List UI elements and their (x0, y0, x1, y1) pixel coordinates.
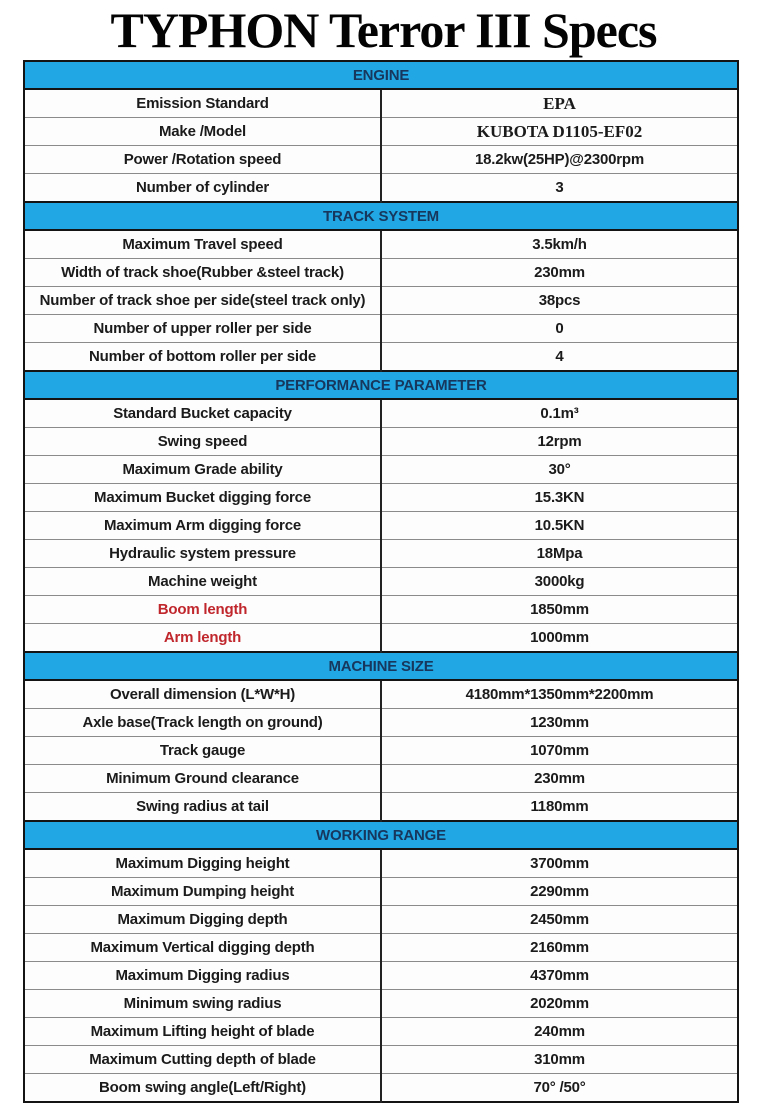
section-row-track-system (24, 202, 738, 230)
section-header-machine-size: MACHINE SIZE (24, 652, 738, 680)
spec-value: 1070mm (381, 737, 738, 765)
spec-row-maximum-digging-depth (24, 906, 738, 934)
section-row-machine-size (24, 652, 738, 680)
spec-value: 3 (381, 174, 738, 203)
spec-label: Swing radius at tail (24, 793, 381, 822)
spec-value: EPA (381, 89, 738, 118)
spec-label: Number of upper roller per side (24, 315, 381, 343)
spec-label: Standard Bucket capacity (24, 399, 381, 428)
spec-value: 4 (381, 343, 738, 372)
spec-value: 15.3KN (381, 484, 738, 512)
spec-value: 0 (381, 315, 738, 343)
spec-value: 240mm (381, 1018, 738, 1046)
spec-label: Hydraulic system pressure (24, 540, 381, 568)
spec-row-boom-swing-angle-left-right (24, 1074, 738, 1103)
spec-label: Maximum Dumping height (24, 878, 381, 906)
spec-row-machine-weight (24, 568, 738, 596)
spec-label: Maximum Travel speed (24, 230, 381, 259)
spec-row-number-of-upper-roller-per-side (24, 315, 738, 343)
spec-row-arm-length (24, 624, 738, 653)
spec-value: 1850mm (381, 596, 738, 624)
section-header-performance-parameter: PERFORMANCE PARAMETER (24, 371, 738, 399)
spec-label: Maximum Cutting depth of blade (24, 1046, 381, 1074)
section-row-working-range (24, 821, 738, 849)
spec-row-emission-standard (24, 89, 738, 118)
spec-label: Number of bottom roller per side (24, 343, 381, 372)
spec-label: Number of track shoe per side(steel track only) (24, 287, 381, 315)
spec-row-standard-bucket-capacity (24, 399, 738, 428)
spec-row-swing-speed (24, 428, 738, 456)
spec-value: 70° /50° (533, 1079, 586, 1096)
spec-label: Emission Standard (24, 89, 381, 118)
spec-row-maximum-lifting-height-of-blade (24, 1018, 738, 1046)
spec-value: 230mm (381, 765, 738, 793)
spec-row-number-of-track-shoe-per-side-steel-track-only (24, 287, 738, 315)
spec-label: Maximum Bucket digging force (24, 484, 381, 512)
spec-value: 4180mm*1350mm*2200mm (381, 680, 738, 709)
section-row-performance-parameter (24, 371, 738, 399)
spec-value: 4370mm (381, 962, 738, 990)
spec-value: 3.5km/h (381, 230, 738, 259)
spec-row-maximum-cutting-depth-of-blade (24, 1046, 738, 1074)
spec-label: Arm length (24, 624, 381, 653)
spec-row-maximum-grade-ability (24, 456, 738, 484)
spec-value: 12rpm (381, 428, 738, 456)
spec-value: 3700mm (381, 849, 738, 878)
spec-label: Maximum Lifting height of blade (24, 1018, 381, 1046)
spec-value: 18Mpa (381, 540, 738, 568)
spec-row-number-of-cylinder (24, 174, 738, 203)
spec-label: Minimum Ground clearance (24, 765, 381, 793)
section-row-engine (24, 61, 738, 89)
spec-value: 30° (381, 456, 738, 484)
spec-value: 1180mm (381, 793, 738, 822)
spec-value: 1000mm (381, 624, 738, 653)
spec-row-maximum-bucket-digging-force (24, 484, 738, 512)
specs-table (23, 60, 739, 1103)
spec-row-axle-base-track-length-on-ground (24, 709, 738, 737)
spec-value: 38pcs (381, 287, 738, 315)
spec-value: 3000kg (381, 568, 738, 596)
spec-label: Maximum Digging radius (24, 962, 381, 990)
page-title: TYPHON Terror III Specs (110, 2, 657, 58)
spec-row-maximum-arm-digging-force (24, 512, 738, 540)
spec-value: 10.5KN (381, 512, 738, 540)
spec-label: Maximum Vertical digging depth (24, 934, 381, 962)
section-header-track-system: TRACK SYSTEM (24, 202, 738, 230)
spec-row-width-of-track-shoe-rubber-steel-track (24, 259, 738, 287)
spec-value: 2450mm (381, 906, 738, 934)
spec-label: Swing speed (24, 428, 381, 456)
spec-label: Overall dimension (L*W*H) (24, 680, 381, 709)
spec-row-boom-length (24, 596, 738, 624)
spec-label: Make /Model (24, 118, 381, 146)
spec-label: Axle base(Track length on ground) (24, 709, 381, 737)
spec-row-minimum-swing-radius (24, 990, 738, 1018)
spec-row-maximum-digging-radius (24, 962, 738, 990)
spec-row-maximum-vertical-digging-depth (24, 934, 738, 962)
spec-row-hydraulic-system-pressure (24, 540, 738, 568)
spec-row-maximum-dumping-height (24, 878, 738, 906)
section-header-engine: ENGINE (24, 61, 738, 89)
spec-row-power-rotation-speed (24, 146, 738, 174)
spec-row-make-model (24, 118, 738, 146)
specs-table-body (24, 61, 738, 1102)
spec-value: 2020mm (381, 990, 738, 1018)
spec-label: Minimum swing radius (24, 990, 381, 1018)
spec-value: 18.2kw(25HP)@2300rpm (381, 146, 738, 174)
spec-row-minimum-ground-clearance (24, 765, 738, 793)
spec-value: 230mm (381, 259, 738, 287)
spec-row-overall-dimension-l-w-h (24, 680, 738, 709)
spec-label: Boom length (24, 596, 381, 624)
spec-label: Width of track shoe(Rubber &steel track) (24, 259, 381, 287)
spec-label: Power /Rotation speed (24, 146, 381, 174)
spec-label: Maximum Digging depth (24, 906, 381, 934)
spec-label: Maximum Digging height (24, 849, 381, 878)
spec-label: Maximum Arm digging force (24, 512, 381, 540)
spec-value: 2290mm (381, 878, 738, 906)
spec-label: Machine weight (24, 568, 381, 596)
section-header-working-range: WORKING RANGE (24, 821, 738, 849)
spec-row-track-gauge (24, 737, 738, 765)
spec-row-number-of-bottom-roller-per-side (24, 343, 738, 372)
spec-label: Boom swing angle(Left/Right) (24, 1074, 381, 1103)
spec-value: 0.1m³ (381, 399, 738, 428)
spec-label: Number of cylinder (24, 174, 381, 203)
spec-row-maximum-travel-speed (24, 230, 738, 259)
spec-value: 2160mm (381, 934, 738, 962)
spec-value: KUBOTA D1105-EF02 (381, 118, 738, 146)
spec-label: Track gauge (24, 737, 381, 765)
spec-row-swing-radius-at-tail (24, 793, 738, 822)
spec-row-maximum-digging-height (24, 849, 738, 878)
spec-label: Maximum Grade ability (24, 456, 381, 484)
spec-value: 1230mm (381, 709, 738, 737)
spec-value: 310mm (381, 1046, 738, 1074)
